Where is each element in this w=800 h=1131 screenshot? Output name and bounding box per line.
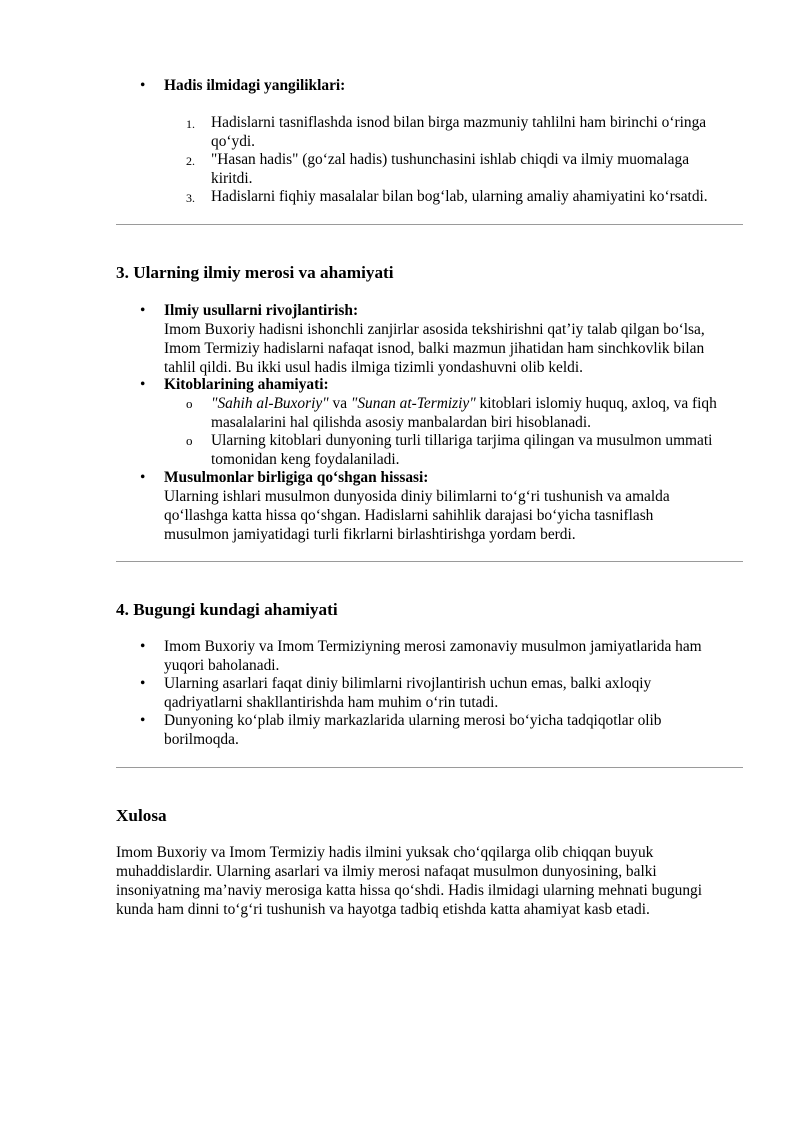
item-text: kiritdi. (211, 170, 253, 187)
bullet-text: yuqori baholanadi. (164, 657, 280, 674)
item-text: Hadislarni fiqhiy masalalar bilan bog‘lab, ularning amaliy ahamiyatini ko‘rsatdi. (211, 188, 708, 205)
paragraph-line: muhaddislardir. Ularning asarlari va ilmiy merosi nafaqat musulmon dunyosining, balki (116, 863, 657, 880)
bullet-text: Imom Buxoriy hadisni ishonchli zanjirlar asosida tekshirishni qat’iy talab qilgan bo‘lsa, (164, 321, 705, 338)
bullet-text: borilmoqda. (164, 731, 239, 748)
paragraph-line: kunda ham dinni to‘g‘ri tushunish va hayotga tadbiq etishda katta ahamiyat kasb etadi. (116, 901, 650, 918)
horizontal-rule (116, 767, 743, 768)
item-number: 1. (186, 117, 195, 131)
conjunction: va (328, 395, 351, 412)
item-text: "Hasan hadis" (go‘zal hadis) tushunchasini ishlab chiqdi va ilmiy muomalaga (211, 151, 690, 168)
bullet-title: Kitoblarining ahamiyati: (164, 376, 329, 393)
bullet-title: Musulmonlar birligiga qo‘shgan hissasi: (164, 469, 429, 486)
bullet-glyph: • (140, 675, 146, 692)
paragraph-line: insoniyatning ma’naviy merosiga katta hissa qo‘shdi. Hadis ilmidagi ularning mehnati bugungi (116, 882, 703, 899)
section-heading: 4. Bugungi kundagi ahamiyati (116, 600, 338, 619)
bullet-text: musulmon jamiyatidagi turli fikrlarni birlashtirishga yordam berdi. (164, 526, 576, 543)
bullet-text: tahlil qildi. Bu ikki usul hadis ilmiga tizimli yondashuvni olib keldi. (164, 359, 583, 376)
bullet-text: Dunyoning ko‘plab ilmiy markazlarida ularning merosi bo‘yicha tadqiqotlar olib (164, 712, 662, 729)
sub-bullet-text-rest: kitoblari islomiy huquq, axloq, va fiqh (475, 395, 717, 412)
book-title: "Sunan at-Termiziy" (350, 395, 476, 412)
bullet-glyph: • (140, 712, 146, 729)
item-number: 2. (186, 154, 195, 168)
sub-bullet-text: Ularning kitoblari dunyoning turli tillariga tarjima qilingan va musulmon ummati (211, 432, 713, 449)
bullet-glyph: • (140, 77, 146, 94)
bullet-glyph: • (140, 638, 146, 655)
bullet-text: qo‘llashga katta hissa qo‘shgan. Hadislarni sahihlik darajasi bo‘yicha tasniflash (164, 507, 654, 524)
section-heading: 3. Ularning ilmiy merosi va ahamiyati (116, 263, 394, 282)
section-heading: Xulosa (116, 806, 167, 825)
bullet-text: Imom Termiziy hadislarni nafaqat isnod, balki mazmun jihatidan ham sinchkovlik bilan (164, 340, 705, 357)
item-number: 3. (186, 191, 195, 205)
bullet-glyph: • (140, 302, 146, 319)
item-text: Hadislarni tasniflashda isnod bilan birga mazmuniy tahlilni ham birinchi o‘ringa (211, 114, 707, 131)
bullet-title: Hadis ilmidagi yangiliklari: (164, 77, 346, 94)
horizontal-rule (116, 224, 743, 225)
bullet-text: Ularning asarlari faqat diniy bilimlarni rivojlantirish uchun emas, balki axloqiy (164, 675, 652, 692)
horizontal-rule (116, 561, 743, 562)
bullet-glyph: • (140, 376, 146, 393)
circle-bullet-glyph: o (186, 433, 193, 448)
bullet-text: Ularning ishlari musulmon dunyosida diniy bilimlarni to‘g‘ri tushunish va amalda (164, 488, 670, 505)
item-text: qo‘ydi. (211, 133, 256, 150)
sub-bullet-text (211, 395, 717, 414)
bullet-glyph: • (140, 469, 146, 486)
paragraph-line: Imom Buxoriy va Imom Termiziy hadis ilmini yuksak cho‘qqilarga olib chiqqan buyuk (116, 844, 654, 861)
sub-bullet-text: tomonidan keng foydalaniladi. (211, 451, 400, 468)
book-title: "Sahih al-Buxoriy" (211, 395, 329, 412)
circle-bullet-glyph: o (186, 396, 193, 411)
sub-bullet-text: masalalarini hal qilishda asosiy manbalardan biri hisoblanadi. (211, 414, 591, 431)
bullet-title: Ilmiy usullarni rivojlantirish: (164, 302, 359, 319)
bullet-text: qadriyatlarni shakllantirishda ham muhim o‘rin tutadi. (164, 694, 499, 711)
bullet-text: Imom Buxoriy va Imom Termiziyning merosi zamonaviy musulmon jamiyatlarida ham (164, 638, 702, 655)
